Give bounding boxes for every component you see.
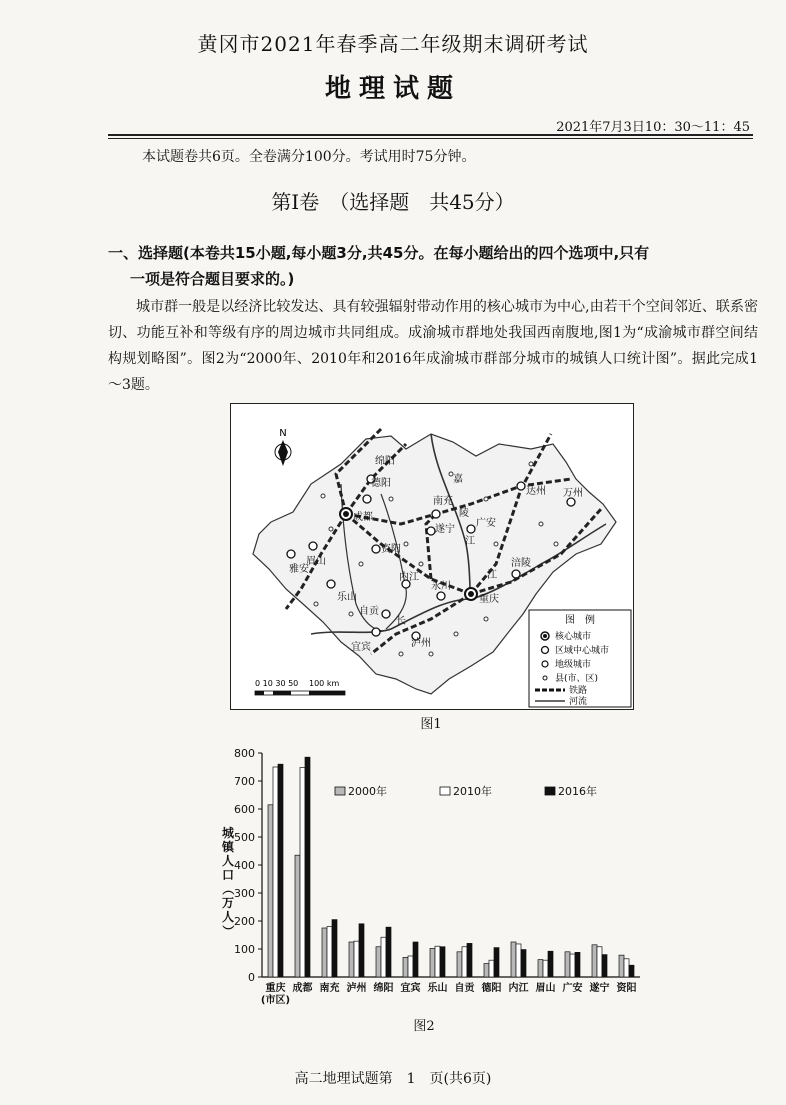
bar [278,764,283,977]
bar [457,952,462,977]
city-label: 成都 [353,512,373,523]
city-label: 自贡 [359,606,379,617]
section-line-1: 一、选择题(本卷共15小题,每小题3分,共45分。在每小题给出的四个选项中,只有 [108,244,650,262]
y-tick-label: 400 [234,859,255,872]
x-tick-label: (市区) [260,995,291,1006]
bar [332,920,337,977]
bar [592,945,597,977]
y-axis-label-char: 万 [221,896,235,910]
bar [322,928,327,977]
bar [440,947,445,977]
y-axis-label-char: 城 [221,826,235,840]
section-instruction [108,240,758,292]
bar [273,767,278,977]
passage-text: 城市群一般是以经济比较发达、具有较强辐射带动作用的核心城市为中心,由若干个空间邻近、联系密切、功能互补和等级有序的周边城市共同组成。成渝城市群地处我国西南腹地,图1为“成渝城市群空间结构规划略图”。图2为“2000年、2010年和2016年成渝城市群部分城市的城镇人口统计图”。据此完成1～3题。 [108,299,758,393]
exam-datetime: 2021年7月3日10：30～11：45 [556,120,750,135]
scale-bar [255,679,345,695]
legend-label: 县(市、区) [555,674,599,684]
bar [408,956,413,977]
y-tick-label: 800 [234,747,255,760]
city-label: 绵阳 [375,456,395,467]
figure-1-caption: 图1 [420,717,442,732]
north-label: N [279,428,287,439]
city-label: 雅安 [289,564,309,575]
city-label: 重庆 [479,594,499,605]
bar [602,955,607,977]
river-label: 嘉 [453,474,463,485]
y-axis-label-char: ） [221,924,235,938]
bar [354,941,359,977]
x-tick-label: 德阳 [481,983,502,994]
passage [108,294,758,398]
x-tick-label: 宜宾 [400,983,421,994]
bar [386,927,391,977]
bar [565,952,570,977]
bar [305,757,310,977]
x-tick-label: 泸州 [346,983,367,994]
y-tick-label: 100 [234,943,255,956]
exam-title: 黄冈市2021年春季高二年级期末调研考试 [197,32,589,56]
bar [413,942,418,977]
exam-note: 本试题卷共6页。全卷满分100分。考试用时75分钟。 [142,149,476,165]
scale-ticks: 0 10 30 50 [255,679,299,688]
x-tick-label: 广安 [562,983,583,994]
bar [403,957,408,977]
figure-2-chart [200,745,650,1049]
scale-unit: 100 km [309,679,340,688]
bar [570,954,575,977]
city-label: 眉山 [306,556,326,567]
part-title: 第Ⅰ卷 （选择题 共45分） [271,190,515,214]
legend-swatch [545,787,555,795]
legend-label: 河流 [569,697,588,707]
city-label: 资阳 [381,544,401,555]
legend-label: 2016年 [558,785,597,798]
legend-label: 2000年 [348,785,387,798]
y-tick-label: 600 [234,803,255,816]
legend-label: 区域中心城市 [555,646,610,656]
bar [511,942,516,977]
bar [489,960,494,977]
bar [484,964,489,977]
legend-swatch [335,787,345,795]
map-svg [231,404,633,709]
city-label: 南充 [433,496,453,507]
section-line-2: 一项是符合题目要求的。) [130,270,295,288]
header-rule [108,134,753,136]
bar [327,927,332,977]
city-label: 德阳 [371,478,391,489]
x-tick-label: 乐山 [427,983,448,994]
bar [462,947,467,977]
y-tick-label: 200 [234,915,255,928]
north-arrow-icon [275,428,291,466]
x-tick-label: 成都 [292,983,313,994]
city-label: 内江 [399,572,419,583]
subject-title: 地理试题 [324,74,461,104]
bar [538,960,543,977]
river-label: 江 [465,536,475,547]
city-label: 永川 [431,581,451,592]
y-axis-label-char: 人 [221,854,235,868]
city-label: 涪陵 [511,558,531,569]
city-label: 万州 [563,488,583,499]
figure-2-caption: 图2 [413,1019,435,1034]
y-axis-label-char: 镇 [221,840,235,854]
y-tick-label: 0 [248,971,255,984]
x-tick-label: 重庆 [265,983,286,994]
bar [548,951,553,977]
bar [575,952,580,977]
legend-label: 2010年 [453,785,492,798]
bar [430,948,435,977]
bar [624,959,629,977]
bar [435,946,440,977]
legend-label: 铁路 [569,686,588,696]
bar [467,943,472,977]
bar [619,955,624,977]
x-tick-label: 遂宁 [589,983,610,994]
city-label: 遂宁 [435,524,455,535]
x-tick-label: 眉山 [535,983,556,994]
city-label: 乐山 [337,592,357,603]
y-axis-label-char: 人 [221,910,235,924]
bar [516,944,521,977]
city-label: 宜宾 [351,642,371,653]
page-footer: 高二地理试题第 1 页(共6页) [294,1071,492,1087]
bar [376,947,381,977]
bar [268,805,273,977]
y-axis-label-char: 口 [221,868,235,882]
y-tick-label: 700 [234,775,255,788]
bar [381,937,386,977]
bar [359,924,364,977]
x-tick-label: 南充 [319,983,340,994]
city-label: 泸州 [411,638,431,649]
y-axis-label-char: （ [221,882,235,896]
legend-label: 地级城市 [555,660,592,670]
bar [494,948,499,977]
river-label: 陵 [459,508,469,519]
city-label: 达州 [526,486,546,497]
header-rule-thin [108,138,753,139]
bar [629,965,634,977]
river-label: 江 [487,570,497,581]
x-tick-label: 内江 [508,983,529,994]
y-tick-label: 300 [234,887,255,900]
river-label: 长 [396,616,406,627]
city-label: 广安 [476,518,496,529]
chart-svg [200,745,650,1045]
x-tick-label: 自贡 [454,983,475,994]
x-tick-label: 资阳 [616,983,637,994]
bar [300,768,305,977]
figure-1-map [230,403,634,710]
legend-label: 核心城市 [555,632,592,642]
bar [543,960,548,977]
bar [521,950,526,977]
y-tick-label: 500 [234,831,255,844]
bar [349,942,354,977]
bar [295,855,300,977]
legend-title: 图 例 [565,615,595,626]
legend-swatch [440,787,450,795]
map-legend [529,610,631,707]
bar [597,947,602,977]
x-tick-label: 绵阳 [373,983,394,994]
